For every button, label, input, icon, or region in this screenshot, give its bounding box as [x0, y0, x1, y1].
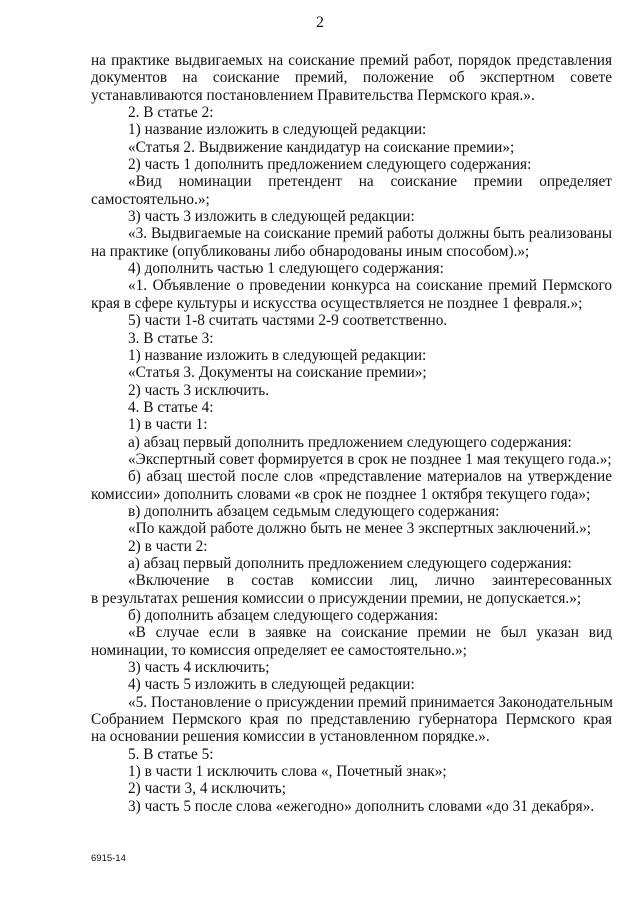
text-line: самостоятельно.»;: [91, 190, 210, 208]
text-line: края в сфере культуры и искусства осуществляется не позднее 1 февраля.»;: [91, 294, 583, 312]
text-line: на практике выдвигаемых на соискание премий работ, порядок представления: [91, 52, 612, 69]
text-line: б) абзац шестой после слов «представление материалов на утверждение: [128, 468, 612, 486]
text-line: 1) в части 1:: [128, 416, 208, 434]
text-line: 1) название изложить в следующей редакции:: [128, 121, 427, 139]
text-line: «Вид номинации претендент на соискание премии определяет: [128, 173, 612, 191]
text-line: 5. В статье 5:: [128, 745, 214, 763]
text-line: 1) в части 1 исключить слова «, Почетный знак»;: [128, 763, 447, 781]
text-line: комиссии» дополнить словами «в срок не позднее 1 октября текущего года»;: [91, 485, 591, 503]
text-line: а) абзац первый дополнить предложением следующего содержания:: [128, 554, 572, 572]
text-line: устанавливаются постановлением Правительства Пермского края.».: [91, 86, 535, 104]
text-line: номинации, то комиссия определяет ее самостоятельно.»;: [91, 641, 467, 659]
text-line: «3. Выдвигаемые на соискание премий работы должны быть реализованы: [128, 225, 612, 243]
text-line: 3) часть 3 изложить в следующей редакции:: [128, 208, 415, 226]
text-line: Собранием Пермского края по представлению губернатора Пермского края: [91, 711, 612, 729]
text-line: 2) части 3, 4 исключить;: [128, 780, 286, 798]
text-line: «Включение в состав комиссии лиц, лично заинтересованных: [128, 572, 612, 590]
text-line: 2) часть 3 исключить.: [128, 381, 270, 399]
text-line: на практике (опубликованы либо обнародованы иным способом).»;: [91, 242, 530, 260]
text-line: «Статья 2. Выдвижение кандидатур на соискание премии»;: [128, 138, 515, 156]
text-line: а) абзац первый дополнить предложением следующего содержания:: [128, 433, 572, 451]
text-line: 3) часть 4 исключить;: [128, 659, 270, 677]
page-number: 2: [316, 14, 324, 31]
text-line: 3. В статье 3:: [128, 329, 214, 347]
document-body: [91, 52, 612, 815]
text-line: «Экспертный совет формируется в срок не позднее 1 мая текущего года.»;: [128, 450, 612, 468]
text-line: 3) часть 5 после слова «ежегодно» дополнить словами «до 31 декабря».: [128, 797, 595, 815]
text-line: в результатах решения комиссии о присуждении премии, не допускается.»;: [91, 589, 582, 607]
text-line: 1) название изложить в следующей редакции:: [128, 346, 427, 364]
text-line: 4) дополнить частью 1 следующего содержания:: [128, 260, 444, 278]
text-line: 5) части 1-8 считать частями 2-9 соответственно.: [128, 312, 448, 330]
text-line: на основании решения комиссии в установленном порядке.».: [91, 728, 490, 746]
text-line: «Статья 3. Документы на соискание премии»;: [128, 364, 427, 382]
text-line: документов на соискание премий, положение об экспертном совете: [91, 69, 612, 87]
document-code: 6915-14: [91, 853, 126, 864]
text-line: «1. Объявление о проведении конкурса на соискание премий Пермского: [128, 277, 612, 295]
text-line: «5. Постановление о присуждении премий принимается Законодательным: [128, 693, 613, 711]
text-line: «В случае если в заявке на соискание премии не был указан вид: [128, 624, 612, 642]
text-line: в) дополнить абзацем седьмым следующего содержания:: [128, 502, 500, 520]
text-line: 2) в части 2:: [128, 537, 208, 555]
text-line: 2. В статье 2:: [128, 104, 214, 122]
text-line: б) дополнить абзацем следующего содержания:: [128, 607, 439, 624]
text-line: 4. В статье 4:: [128, 398, 214, 416]
text-line: 4) часть 5 изложить в следующей редакции:: [128, 676, 415, 694]
text-line: 2) часть 1 дополнить предложением следующего содержания:: [128, 156, 532, 174]
text-line: «По каждой работе должно быть не менее 3 экспертных заключений.»;: [128, 520, 592, 538]
